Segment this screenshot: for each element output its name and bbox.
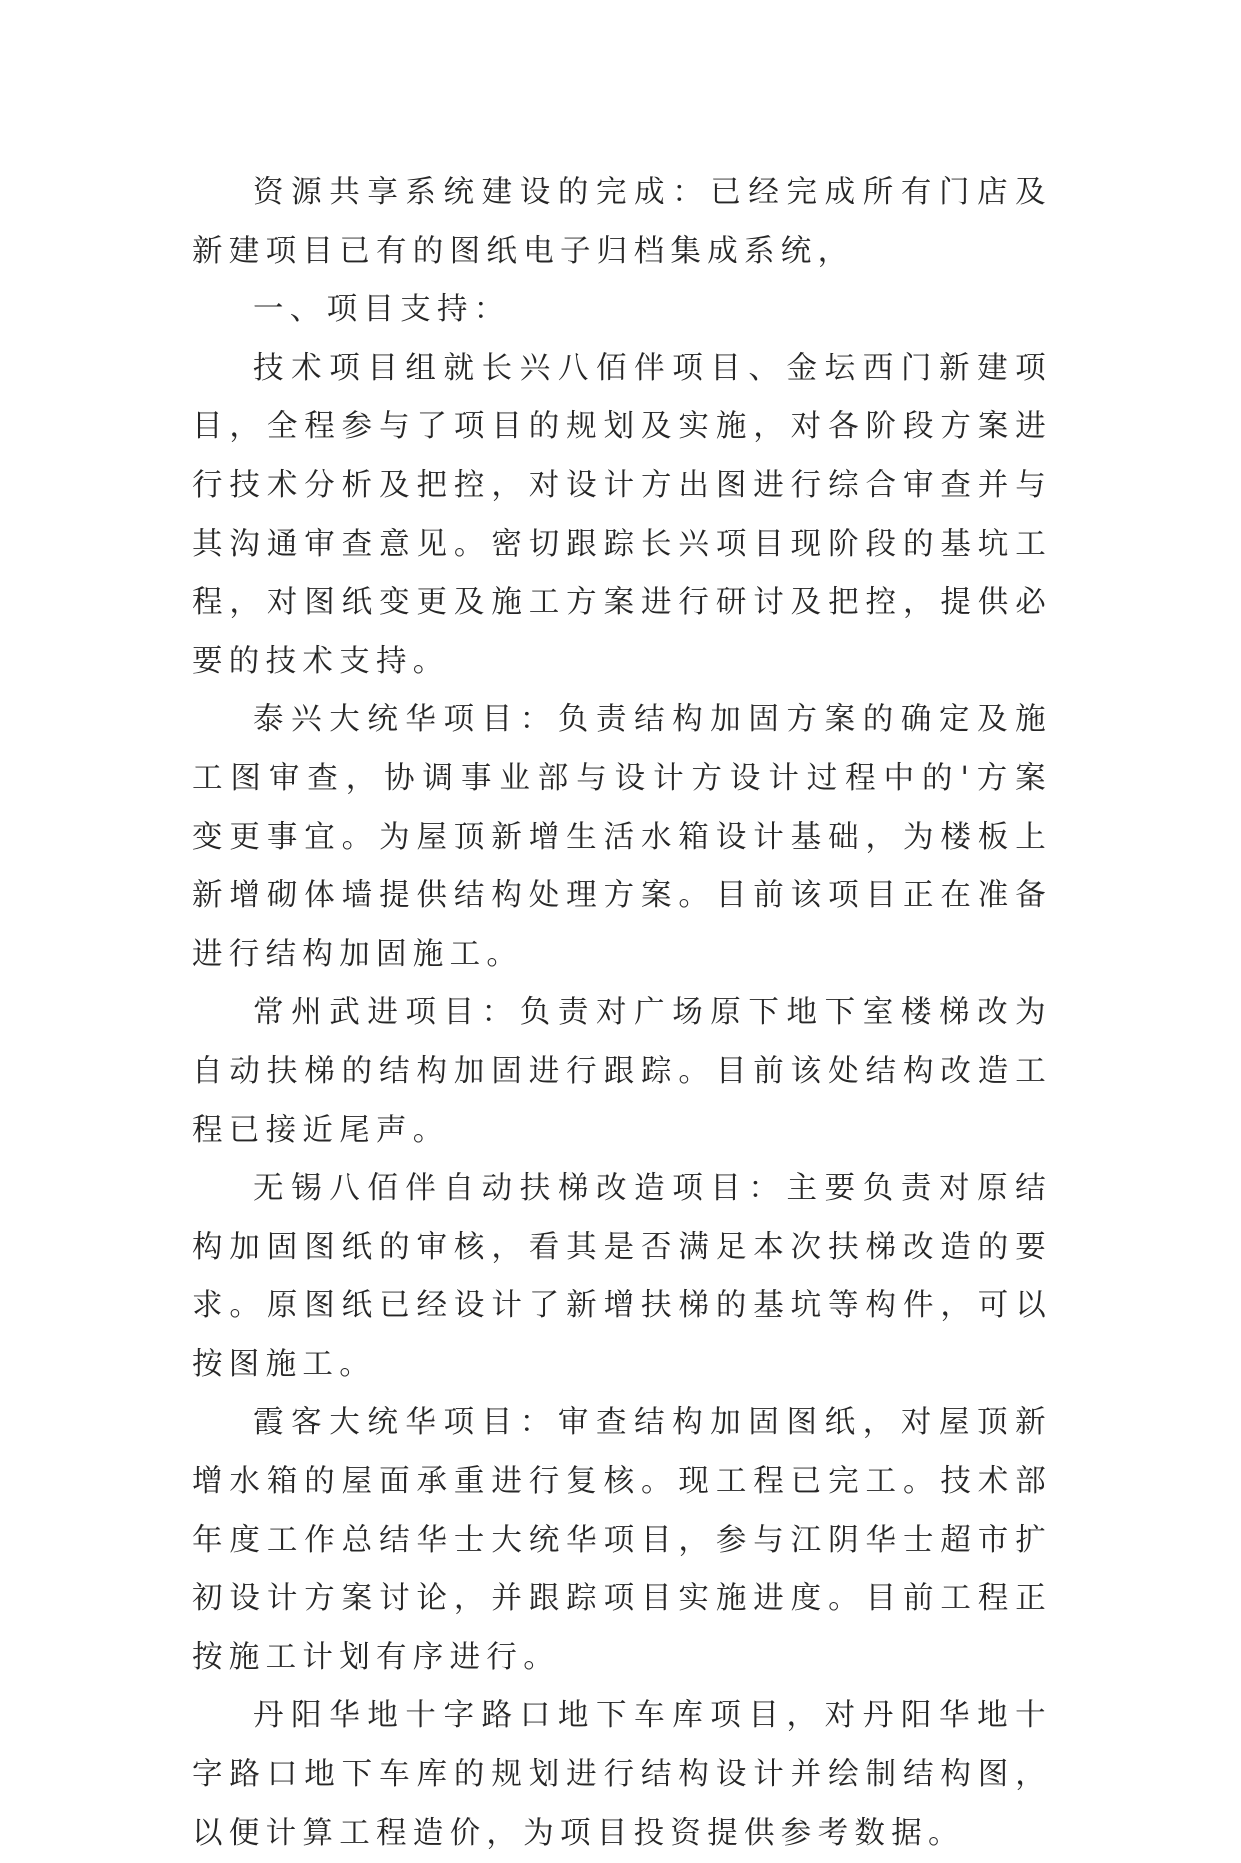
paragraph-changzhou-wujin: 常州武进项目：负责对广场原下地下室楼梯改为自动扶梯的结构加固进行跟踪。目前该处结构改造工程已接近尾声。 [192,995,1052,1148]
paragraph-xiake-huashi: 霞客大统华项目：审查结构加固图纸，对屋顶新增水箱的屋面承重进行复核。现工程已完工。技术部年度工作总结华士大统华项目，参与江阴华士超市扩初设计方案讨论，并跟踪项目实施进度。目前工程正按施工计划有序进行。 [192,1405,1052,1675]
paragraph-wuxi-escalator: 无锡八佰伴自动扶梯改造项目：主要负责对原结构加固图纸的审核，看其是否满足本次扶梯改造的要求。原图纸已经设计了新增扶梯的基坑等构件，可以按图施工。 [192,1171,1052,1382]
paragraph-resource-sharing: 资源共享系统建设的完成：已经完成所有门店及新建项目已有的图纸电子归档集成系统， [192,175,1052,269]
section-heading-project-support: 一、项目支持： [253,292,511,328]
paragraph-changxing-jintan: 技术项目组就长兴八佰伴项目、金坛西门新建项目，全程参与了项目的规划及实施，对各阶段方案进行技术分析及把控，对设计方出图进行综合审查并与其沟通审查意见。密切跟踪长兴项目现阶段的基坑工程，对图纸变更及施工方案进行研讨及把控，提供必要的技术支持。 [192,350,1052,679]
paragraph-danyang-garage: 丹阳华地十字路口地下车库项目，对丹阳华地十字路口地下车库的规划进行结构设计并绘制结构图，以便计算工程造价，为项目投资提供参考数据。 [192,1698,1052,1851]
document-body [192,164,1052,1863]
paragraph-taixing: 泰兴大统华项目：负责结构加固方案的确定及施工图审查，协调事业部与设计方设计过程中的'方案变更事宜。为屋顶新增生活水箱设计基础，为楼板上新增砌体墙提供结构处理方案。目前该项目正在准备进行结构加固施工。 [192,702,1052,972]
